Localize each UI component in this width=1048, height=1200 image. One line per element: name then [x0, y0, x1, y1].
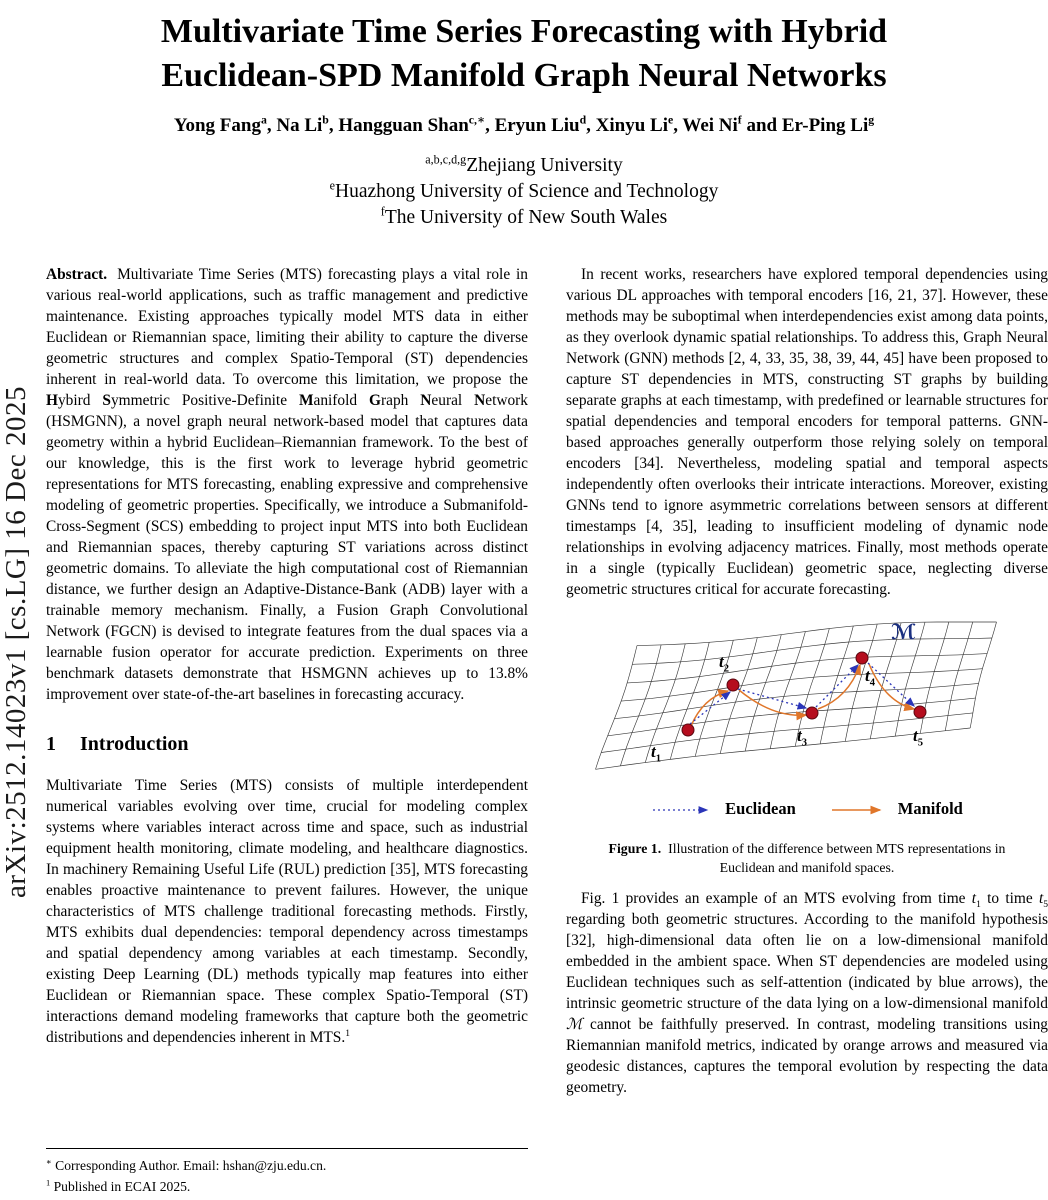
right-column	[566, 264, 1048, 1098]
affiliation-unsw: $^f$The University of New South Wales	[380, 204, 668, 228]
footnote-corresponding-author: ∗ Corresponding Author. Email: hshan@zju.edu.cn.	[46, 1156, 327, 1173]
affiliation-zhejiang: $^{a,b,c,d,g}$Zhejiang University	[425, 152, 623, 177]
related-work-paragraph: In recent works, researchers have explored temporal dependencies using various DL approaches with temporal encoders [16, 21, 37]. However, these methods may be suboptimal when interdependencies exist among data points, as they overlook dynamic spatial relationships. To address this, Graph Neural Network (GNN) methods [2, 4, 33, 35, 38, 39, 44, 45] have been proposed to capture ST dependencies in MTS, constructing ST graphs by building separate graphs at each timestamp, with predefined or learnable structures for spatial dependencies and temporal encoders for temporal patterns. GNN-based approaches generally outperform those relying solely on temporal encoders [34]. Nevertheless, modeling spatial and temporal aspects independently often overlooks their intricate interactions. Moreover, existing GNNs tend to ignore asymmetric correlations between sensors at different timestamps [4, 35], leading to insufficient modeling of dynamic node relationships in evolving adjacency matrices. Finally, most methods operate in a single (typically Euclidean) geometric space, neglecting diverse geometric structures critical for accurate forecasting.	[566, 266, 1048, 599]
paper-header	[0, 0, 1048, 231]
figure-caption-label: Figure 1.	[608, 841, 662, 857]
section-heading-introduction	[46, 731, 528, 758]
point-label-t1: $t_1$	[651, 742, 661, 765]
data-point-t4	[856, 652, 868, 664]
title-line-1: Multivariate Time Series Forecasting with Hybrid	[160, 13, 888, 50]
affiliation-huazhong: $^e$Huazhong University of Science and Technology	[329, 178, 719, 202]
point-label-t5: $t_5$	[913, 726, 923, 749]
manifold-arrow-icon	[830, 804, 890, 816]
title-line-2: Euclidean-SPD Manifold Graph Neural Networks	[161, 56, 887, 94]
manifold-symbol: ℳ	[891, 619, 916, 645]
intro-paragraph: Multivariate Time Series (MTS) consists of multiple interdependent numerical variables evolving over time, crucial for modeling complex systems where variables interact across time and space, such as industrial equipment health monitoring, climate modeling, and healthcare diagnostics. In machinery Remaining Useful Life (RUL) prediction [35], MTS forecasting enables proactive maintenance to prevent failures. However, the unique characteristics of MTS challenge traditional forecasting methods. Firstly, MTS exhibits dual dependencies: temporal dependency across timestamps and spatial dependency among variables at each timestamp. Secondly, existing Deep Learning (DL) methods typically map features into either Euclidean or Riemannian space. These complex Spatio-Temporal (ST) interactions demand modeling frameworks that capture both the geometric distributions and dependencies inherent in MTS.$^1$	[46, 776, 528, 1046]
abstract-text: Multivariate Time Series (MTS) forecasting plays a vital role in various real-world applications, such as traffic management and predictive maintenance. Existing approaches typically model MTS data in either Euclidean or Riemannian space, limiting their ability to capture the diverse geometric structures and complex Spatio-Temporal (ST) dependencies inherent in real-world data. To overcome this limitation, we propose the Hybird Symmetric Positive-Definite Manifold Graph Neural Network (HSMGNN), a novel graph neural network-based model that captures data geometry within a hybrid Euclidean–Riemannian framework. To the best of our knowledge, this is the first work to leverage hybrid geometric representations for MTS forecasting, enabling expressive and comprehensive modeling of geometric properties. Specifically, we introduce a Submanifold-Cross-Segment (SCS) embedding to project input MTS into both Euclidean and Riemannian spaces, thereby capturing ST variations across distinct geometric domains. To alleviate the high computational cost of Riemannian distance, we further design an Adaptive-Distance-Bank (ADB) layer with a trainable memory mechanism. Finally, a Fusion Graph Convolutional Network (FGCN) is devised to integrate features from the dual spaces via a learnable fusion operator for accurate prediction. Experiments on three benchmark datasets demonstrate that HSMGNN achieves up to 13.8% improvement over state-of-the-art baselines in forecasting accuracy.	[46, 266, 528, 704]
data-point-t5	[914, 706, 926, 718]
left-column	[46, 264, 528, 1048]
paper-title	[0, 0, 1048, 97]
data-point-t3	[806, 707, 818, 719]
euclidean-legend-label: Euclidean	[725, 799, 796, 819]
affiliations	[0, 153, 1048, 231]
point-label-t3: $t_3$	[797, 726, 807, 749]
manifold-legend-label: Manifold	[897, 799, 963, 819]
section-number: 1	[46, 733, 56, 756]
figure-legend	[597, 798, 1017, 821]
data-point-t1	[682, 724, 694, 736]
figure-canvas	[597, 618, 1017, 826]
arxiv-watermark: arXiv:2512.14023v1 [cs.LG] 16 Dec 2025	[0, 386, 32, 898]
abstract-label: Abstract.	[46, 266, 108, 283]
figure-1	[566, 618, 1048, 877]
footnote-published: $^1$ Published in ECAI 2025.	[46, 1177, 191, 1195]
point-label-t4: $t_4$	[865, 666, 875, 689]
euclidean-arrow-icon	[651, 804, 717, 816]
figure-caption	[566, 840, 1048, 877]
figure-discussion-paragraph: Fig. 1 provides an example of an MTS evolving from time $t_1$ to time $t_5$ regarding both geometric structures. According to the manifold hypothesis [32], high-dimensional data often lie on a low-dimensional manifold embedded in the ambient space. When ST dependencies are modeled using Euclidean techniques such as self-attention (indicated by blue arrows), the intrinsic geometric structure of the data lying on a low-dimensional manifold ℳ cannot be faithfully preserved. In contrast, modeling transitions using Riemannian manifold metrics, indicated by orange arrows and measured via geodesic distances, captures the temporal evolution by respecting the data geometry.	[566, 889, 1048, 1096]
author-line: Yong Fang$^a$, Na Li$^b$, Hangguan Shan$^{c,∗}$, Eryun Liu$^d$, Xinyu Li$^e$, Wei Ni$^f$ and Er-Ping Li$^g$	[173, 113, 875, 137]
footnotes	[46, 1148, 528, 1197]
section-title: Introduction	[80, 733, 189, 756]
data-point-t2	[727, 679, 739, 691]
abstract	[46, 264, 528, 705]
figure-caption-text: Illustration of the difference between MTS representations in Euclidean and manifold spaces.	[668, 841, 1006, 875]
point-label-t2: $t_2$	[719, 652, 729, 675]
